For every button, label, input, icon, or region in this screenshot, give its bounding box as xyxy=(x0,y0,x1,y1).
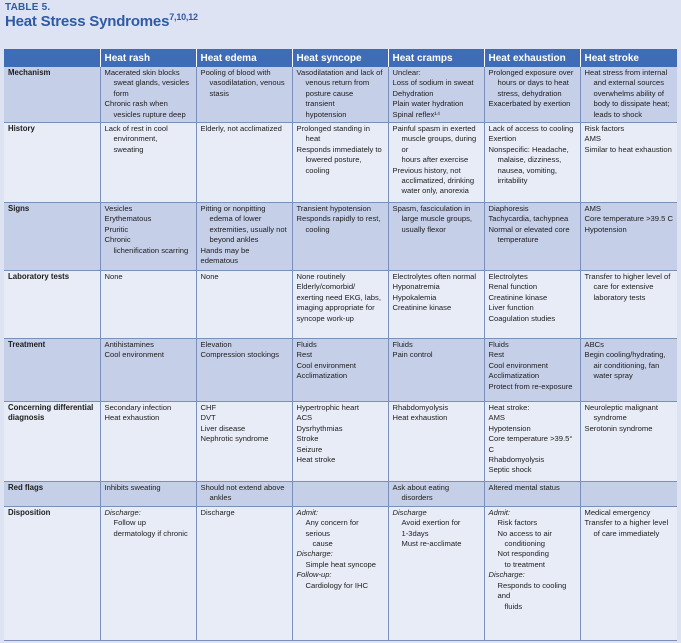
cell-line: Admit: xyxy=(296,507,319,517)
cell-line: Hypotension xyxy=(488,423,531,433)
cell-line: Seizure xyxy=(296,444,323,454)
cell-line: Electrolytes often normal xyxy=(392,272,477,282)
cell-line: conditioning xyxy=(504,539,546,549)
header-cell-blank xyxy=(4,49,100,67)
cell-line: posture cause transient xyxy=(305,88,354,109)
cell-heat-syncope xyxy=(292,203,388,271)
cell-line: and external sources xyxy=(593,78,664,88)
cell-line: Must re-acclimate xyxy=(401,539,462,549)
cell-line: Transfer to higher level of xyxy=(584,272,671,282)
cell-heat-stroke xyxy=(580,482,677,507)
cell-line: Spasm, fasciculation in xyxy=(392,204,471,214)
header-heat-cramps: Heat cramps xyxy=(388,49,484,67)
cell-heat-exhaustion xyxy=(484,123,580,203)
cell-line: Protect from re-exposure xyxy=(488,381,573,391)
cell-line: cause xyxy=(312,539,333,549)
cell-heat-syncope xyxy=(292,482,388,507)
table-row xyxy=(4,123,677,203)
cell-line: Cardiology for IHC xyxy=(305,580,368,590)
cell-line: Diaphoresis xyxy=(488,204,529,214)
cell-line: fluids xyxy=(504,601,523,611)
cell-line: Transient hypotension xyxy=(296,204,371,214)
cell-line: syncope work-up xyxy=(296,313,354,323)
cell-line: Electrolytes xyxy=(488,272,528,282)
cell-line: Prolonged exposure over xyxy=(488,68,574,77)
cell-line: temperature xyxy=(497,235,539,245)
cell-heat-exhaustion xyxy=(484,203,580,271)
cell-line: hypotension xyxy=(305,109,347,119)
cell-line: Rhabdomyolysis xyxy=(392,403,449,413)
cell-line: Exacerbated by exertion xyxy=(488,99,571,109)
cell-line: Medical emergency xyxy=(584,507,651,517)
cell-heat-rash xyxy=(100,203,196,271)
table-title xyxy=(5,12,198,30)
cell-line: Elderly, not acclimatized xyxy=(200,124,282,134)
cell-line: Transfer to a higher level xyxy=(584,518,669,528)
cell-line: Vasodilatation and lack of xyxy=(296,68,383,77)
cell-line: Discharge: xyxy=(104,507,141,517)
cell-line: AMS xyxy=(488,413,505,423)
cell-line: acclimatized, drinking xyxy=(401,176,475,186)
cell-line: Pooling of blood with xyxy=(200,68,271,77)
cell-line: Pain control xyxy=(392,350,433,360)
cell-line: Spinal reflex¹⁴ xyxy=(392,109,441,119)
cell-heat-stroke xyxy=(580,339,677,402)
cell-heat-rash xyxy=(100,506,196,640)
row-label: Mechanism xyxy=(4,67,100,123)
cell-line: Hands may be edematous xyxy=(200,245,250,266)
cell-line: Cool environment xyxy=(488,360,549,370)
cell-line: sweat glands, vesicles xyxy=(113,78,190,88)
cell-line: overwhelms ability of xyxy=(593,88,664,98)
cell-line: Liver function xyxy=(488,303,534,313)
cell-line: No access to air xyxy=(497,528,552,538)
cell-heat-edema xyxy=(196,482,292,507)
cell-line: vesicles rupture deep xyxy=(113,109,186,119)
cell-line: ankles xyxy=(209,493,232,503)
cell-line: Neuroleptic malignant xyxy=(584,403,658,413)
table-row xyxy=(4,339,677,402)
cell-line: Lack of access to cooling xyxy=(488,124,574,134)
cell-heat-edema xyxy=(196,339,292,402)
cell-heat-edema xyxy=(196,203,292,271)
cell-line: Ask about eating xyxy=(392,483,450,493)
cell-line: Loss of sodium in sweat xyxy=(392,78,474,88)
cell-line: to treatment xyxy=(504,559,546,569)
cell-line: Creatinine kinase xyxy=(392,303,452,313)
cell-line: Rest xyxy=(296,350,313,360)
cell-line: Pruritic xyxy=(104,224,129,234)
cell-line: Responds rapidly to rest, xyxy=(296,214,381,224)
cell-line: Dehydration xyxy=(392,88,434,98)
header-heat-syncope: Heat syncope xyxy=(292,49,388,67)
cell-line: Heat exhaustion xyxy=(104,413,160,423)
cell-heat-exhaustion xyxy=(484,506,580,640)
row-label: Signs xyxy=(4,203,100,271)
cell-line: Heat exhaustion xyxy=(392,413,448,423)
cell-heat-rash xyxy=(100,67,196,123)
cell-heat-edema xyxy=(196,271,292,339)
cell-line: dermatology if chronic xyxy=(113,528,188,538)
cell-line: Elderly/comorbid/ xyxy=(296,282,356,292)
cell-line: Nephrotic syndrome xyxy=(200,434,269,444)
cell-line: Cool environment xyxy=(296,360,357,370)
cell-line: Normal or elevated core xyxy=(488,224,570,234)
cell-line: Plain water hydration xyxy=(392,99,464,109)
cell-line: leads to shock xyxy=(593,109,643,119)
cell-line: Responds immediately to xyxy=(296,144,382,154)
table-row xyxy=(4,67,677,123)
cell-line: Fluids xyxy=(296,340,317,350)
cell-line: of care immediately xyxy=(593,528,660,538)
cell-line: Inhibits sweating xyxy=(104,483,161,493)
cell-line: air conditioning, fan xyxy=(593,360,660,370)
cell-line: extremities, usually not xyxy=(209,224,287,234)
cell-heat-syncope xyxy=(292,271,388,339)
cell-line: Antihistamines xyxy=(104,340,154,350)
cell-line: AMS xyxy=(584,204,601,214)
cell-heat-cramps xyxy=(388,203,484,271)
cell-line: Secondary infection xyxy=(104,403,172,413)
cell-line: stress, dehydration xyxy=(497,88,562,98)
cell-heat-syncope xyxy=(292,123,388,203)
cell-line: Hyponatremia xyxy=(392,282,440,292)
cell-line: edema of lower xyxy=(209,214,262,224)
cell-heat-exhaustion xyxy=(484,339,580,402)
cell-line: care for extensive xyxy=(593,282,654,292)
title-references: 7,10,12 xyxy=(169,12,198,22)
cell-line: vasodilatation, venous xyxy=(209,78,285,88)
cell-heat-edema xyxy=(196,67,292,123)
cell-line: CHF xyxy=(200,403,217,413)
cell-line: Erythematous xyxy=(104,214,152,224)
cell-line: ACS xyxy=(296,413,313,423)
header-heat-edema: Heat edema xyxy=(196,49,292,67)
cell-line: Cool environment xyxy=(104,350,165,360)
cell-line: Acclimatization xyxy=(296,371,348,381)
cell-line: Unclear: xyxy=(392,68,421,77)
cell-line: Fluids xyxy=(488,340,509,350)
cell-line: Elevation xyxy=(200,340,232,350)
cell-heat-rash xyxy=(100,402,196,482)
cell-line: muscle groups, during or xyxy=(401,134,477,154)
cell-line: Core temperature >39.5° C xyxy=(488,434,573,454)
cell-line: Prolonged standing in xyxy=(296,124,370,134)
row-label: Concerning differential diagnosis xyxy=(4,402,100,482)
cell-line: Liver disease xyxy=(200,423,246,433)
cell-line: hours or days to heat xyxy=(497,78,569,88)
cell-line: Should not extend above xyxy=(200,483,285,493)
cell-heat-stroke xyxy=(580,123,677,203)
cell-line: lichenification scarring xyxy=(113,245,189,255)
cell-line: hours after exercise xyxy=(401,155,469,165)
cell-line: water only, anorexia xyxy=(401,186,469,196)
row-label: Disposition xyxy=(4,506,100,640)
header-heat-rash: Heat rash xyxy=(100,49,196,67)
cell-line: Altered mental status xyxy=(488,483,560,493)
cell-line: Chronic xyxy=(104,235,131,245)
row-label: Red flags xyxy=(4,482,100,507)
table-title-text: Heat Stress Syndromes xyxy=(5,13,170,30)
cell-line: Heat stress from internal xyxy=(584,68,668,77)
cell-heat-rash xyxy=(100,271,196,339)
cell-heat-rash xyxy=(100,123,196,203)
cell-line: Responds to cooling and xyxy=(497,580,567,601)
cell-heat-rash xyxy=(100,339,196,402)
cell-line: Pitting or nonpitting xyxy=(200,204,266,214)
cell-line: Rest xyxy=(488,350,505,360)
cell-line: lowered posture, cooling xyxy=(305,155,362,175)
cell-line: Hypotension xyxy=(584,224,627,234)
table-row xyxy=(4,271,677,339)
cell-line: Hypokalemia xyxy=(392,292,437,302)
cell-line: body to dissipate heat; xyxy=(593,99,670,109)
cell-line: Stroke xyxy=(296,434,319,444)
cell-line: Acclimatization xyxy=(488,371,540,381)
cell-line: Serotonin syndrome xyxy=(584,423,653,433)
cell-line: malaise, dizziness, xyxy=(497,155,562,165)
cell-line: DVT xyxy=(200,413,216,423)
cell-heat-syncope xyxy=(292,339,388,402)
cell-line: imaging appropriate for xyxy=(296,303,375,313)
cell-line: Compression stockings xyxy=(200,350,279,360)
cell-line: nausea, vomiting, xyxy=(497,165,558,175)
cell-line: ABCs xyxy=(584,340,604,350)
cell-heat-edema xyxy=(196,506,292,640)
table-row xyxy=(4,482,677,507)
cell-line: 1-3days xyxy=(401,528,429,538)
cell-heat-cramps xyxy=(388,123,484,203)
cell-line: Vesicles xyxy=(104,204,133,214)
cell-heat-syncope xyxy=(292,67,388,123)
cell-line: irritability xyxy=(497,176,528,186)
cell-line: Follow-up: xyxy=(296,570,332,580)
cell-line: Exertion xyxy=(488,134,517,144)
cell-line: Creatinine kinase xyxy=(488,292,548,302)
cell-heat-exhaustion xyxy=(484,482,580,507)
cell-line: Coagulation studies xyxy=(488,313,556,323)
cell-line: None xyxy=(200,272,219,282)
table-row xyxy=(4,402,677,482)
cell-heat-syncope xyxy=(292,506,388,640)
cell-heat-stroke xyxy=(580,203,677,271)
cell-line: Follow up xyxy=(113,518,146,528)
cell-line: laboratory tests xyxy=(593,292,646,302)
cell-line: form xyxy=(113,88,129,98)
cell-line: Avoid exertion for xyxy=(401,518,461,528)
cell-line: Risk factors xyxy=(584,124,625,134)
row-label: History xyxy=(4,123,100,203)
cell-heat-stroke xyxy=(580,271,677,339)
cell-heat-cramps xyxy=(388,67,484,123)
cell-line: exerting need EKG, labs, xyxy=(296,292,381,302)
cell-heat-stroke xyxy=(580,402,677,482)
cell-line: Previous history, not xyxy=(392,165,461,175)
cell-heat-exhaustion xyxy=(484,271,580,339)
cell-line: Heat stroke: xyxy=(488,403,530,413)
cell-line: venous return from xyxy=(305,78,370,88)
cell-heat-cramps xyxy=(388,339,484,402)
cell-line: Discharge xyxy=(200,507,235,517)
cell-heat-stroke xyxy=(580,67,677,123)
cell-heat-edema xyxy=(196,123,292,203)
cell-line: AMS xyxy=(584,134,601,144)
cell-line: stasis xyxy=(209,88,229,98)
cell-line: sweating xyxy=(113,144,144,154)
cell-heat-rash xyxy=(100,482,196,507)
table-number: TABLE 5. xyxy=(5,2,51,13)
cell-line: Macerated skin blocks xyxy=(104,68,180,77)
cell-line: environment, xyxy=(113,134,158,144)
cell-line: Similar to heat exhaustion xyxy=(584,144,672,154)
cell-heat-stroke xyxy=(580,506,677,640)
row-label: Laboratory tests xyxy=(4,271,100,339)
cell-heat-cramps xyxy=(388,506,484,640)
cell-line: beyond ankles xyxy=(209,235,259,245)
cell-line: Lack of rest in cool xyxy=(104,124,168,134)
cell-line: syndrome xyxy=(593,413,627,423)
cell-line: cooling xyxy=(305,224,330,234)
cell-heat-exhaustion xyxy=(484,402,580,482)
cell-line: None routinely xyxy=(296,272,346,282)
cell-line: Core temperature >39.5 C xyxy=(584,214,673,224)
header-heat-exhaustion: Heat exhaustion xyxy=(484,49,580,67)
cell-line: Nonspecific: Headache, xyxy=(488,144,569,154)
cell-heat-cramps xyxy=(388,271,484,339)
cell-line: Septic shock xyxy=(488,465,532,475)
cell-line: Simple heat syncope xyxy=(305,559,376,569)
table-row xyxy=(4,506,677,640)
cell-line: Begin cooling/hydrating, xyxy=(584,350,666,360)
cell-line: Not responding xyxy=(497,549,550,559)
row-label: Treatment xyxy=(4,339,100,402)
cell-line: Fluids xyxy=(392,340,413,350)
header-row xyxy=(4,49,677,67)
cell-line: usually flexor xyxy=(401,224,446,234)
cell-line: Rhabdomyolysis xyxy=(488,455,545,465)
cell-line: Hypertrophic heart xyxy=(296,403,359,413)
cell-line: Admit: xyxy=(488,507,511,517)
cell-line: Chronic rash when xyxy=(104,99,168,109)
cell-line: water spray xyxy=(593,371,633,381)
cell-heat-edema xyxy=(196,402,292,482)
cell-line: None xyxy=(104,272,123,282)
cell-line: Discharge xyxy=(392,507,427,517)
cell-heat-exhaustion xyxy=(484,67,580,123)
cell-heat-cramps xyxy=(388,482,484,507)
table-row xyxy=(4,203,677,271)
cell-line: Discharge: xyxy=(296,549,333,559)
cell-line: Any concern for serious xyxy=(305,518,359,538)
cell-line: Discharge: xyxy=(488,570,525,580)
cell-line: large muscle groups, xyxy=(401,214,472,224)
cell-line: Tachycardia, tachypnea xyxy=(488,214,569,224)
header-heat-stroke: Heat stroke xyxy=(580,49,677,67)
heat-stress-table xyxy=(4,49,677,641)
cell-line: Painful spasm in exerted xyxy=(392,124,476,134)
cell-line: disorders xyxy=(401,493,433,503)
cell-line: heat xyxy=(305,134,321,144)
cell-line: Risk factors xyxy=(497,518,538,528)
cell-heat-cramps xyxy=(388,402,484,482)
cell-heat-syncope xyxy=(292,402,388,482)
cell-line: Dysrhythmias xyxy=(296,423,343,433)
cell-line: Heat stroke xyxy=(296,455,336,465)
cell-line: Renal function xyxy=(488,282,538,292)
